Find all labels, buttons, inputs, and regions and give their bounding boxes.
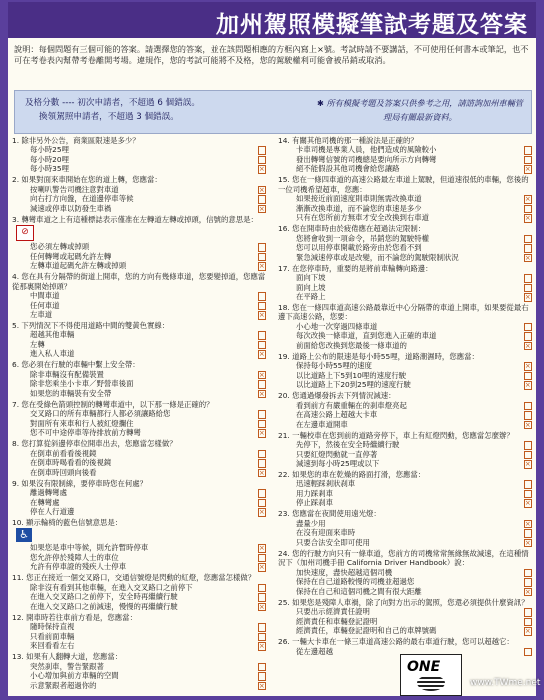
answer-option[interactable] xyxy=(278,440,532,450)
answer-option[interactable] xyxy=(12,409,266,419)
answer-option[interactable] xyxy=(278,498,532,508)
answer-text: 在左邊車道開車 xyxy=(296,419,348,429)
answer-text: 面向上坡 xyxy=(296,282,326,292)
publisher-logo xyxy=(400,654,462,696)
answer-text: 經濟責任和車輛登記證明 xyxy=(296,616,378,626)
question xyxy=(12,272,266,319)
question-text: 12. 開車時若往車前方看是，您應當： xyxy=(12,612,137,622)
answer-option[interactable] xyxy=(12,488,266,498)
answer-checkbox[interactable] xyxy=(524,146,533,155)
no-turn-sign-icon: ⊘ xyxy=(16,225,34,241)
question-text: 14. 有關其他司機的那一種說法是正確的？ xyxy=(278,136,418,145)
answer-checkbox[interactable]: × xyxy=(258,311,265,320)
answer-checkbox[interactable] xyxy=(258,380,267,389)
question xyxy=(278,175,532,222)
answer-checkbox[interactable] xyxy=(258,292,267,301)
answer-text: 緊急減速停車或是改變，而不論您的駕駛限制狀況 xyxy=(296,252,459,262)
answer-option[interactable] xyxy=(12,622,266,632)
answer-checkbox[interactable]: × xyxy=(524,460,531,469)
question-text: 21. 一輛校車在您到前的道路旁停下，車上有紅燈閃動，您應當怎麼辦？ xyxy=(278,430,514,440)
globe-icon xyxy=(417,675,445,691)
answer-option[interactable] xyxy=(278,292,532,302)
answer-checkbox[interactable] xyxy=(258,302,267,311)
answer-option[interactable] xyxy=(278,243,532,253)
answer-text: 隨時保持直視 xyxy=(30,622,75,632)
answer-option[interactable] xyxy=(12,185,266,195)
answer-text: 停在人行道邊 xyxy=(30,507,75,517)
answer-checkbox[interactable]: × xyxy=(258,468,265,477)
answer-text: 突然刹車，警告緊跟著 xyxy=(30,661,104,671)
question-text: 2. 如果對面來車開始在您的道上轉，您應當： xyxy=(12,175,162,185)
answer-text: 用力踩剎車 xyxy=(296,488,333,498)
question-text: 6. 您必須在行駛的車輛中繫上安全帶： xyxy=(12,360,140,370)
answer-text: 如果您是車中等候，則允許暫時停車 xyxy=(30,543,149,553)
answer-text: 除非沒有看到其他車輛，在進入交叉路口之前停下 xyxy=(30,582,193,592)
answer-checkbox[interactable]: × xyxy=(524,341,531,350)
answer-option[interactable] xyxy=(278,617,532,627)
answer-text: 您可以用停車開載於路旁由於您看不到 xyxy=(296,243,422,253)
answer-checkbox[interactable] xyxy=(524,569,533,578)
answer-option[interactable] xyxy=(278,145,532,155)
answer-checkbox[interactable] xyxy=(258,450,267,459)
answer-text: 左車道 xyxy=(30,310,53,320)
answer-text: 停止踩刹車 xyxy=(296,498,333,508)
answer-checkbox[interactable]: × xyxy=(258,563,265,572)
answer-text: 每次改換一條車道，直到您進入正確的車道 xyxy=(296,331,437,341)
answer-checkbox[interactable]: × xyxy=(258,389,265,398)
title-bar xyxy=(8,2,536,38)
answer-option[interactable] xyxy=(12,632,266,642)
answer-option[interactable] xyxy=(12,562,266,572)
exam-sheet xyxy=(8,2,541,696)
answer-text: 只要合法安全即可使用 xyxy=(296,537,370,547)
answer-checkbox[interactable]: × xyxy=(524,420,531,429)
answer-option[interactable] xyxy=(12,204,266,214)
answer-option[interactable] xyxy=(12,310,266,320)
answer-checkbox[interactable] xyxy=(258,663,267,672)
answer-checkbox[interactable]: × xyxy=(524,362,531,371)
answer-checkbox[interactable] xyxy=(258,584,267,593)
question-text: 8. 您打算從斜邊停車位開車出去，您應當怎樣做？ xyxy=(12,439,177,449)
answer-checkbox[interactable]: × xyxy=(258,262,265,271)
question xyxy=(278,391,532,429)
answer-checkbox[interactable] xyxy=(524,402,533,411)
answer-checkbox[interactable] xyxy=(258,341,267,350)
answer-option[interactable] xyxy=(12,389,266,399)
answer-checkbox[interactable] xyxy=(524,490,533,499)
answer-checkbox[interactable] xyxy=(524,274,533,283)
question xyxy=(12,479,266,517)
answer-option[interactable] xyxy=(12,543,266,553)
score-line-first: 初次申請者，不超過 6 個錯誤。 xyxy=(77,98,200,108)
answer-text: 任何車道 xyxy=(30,300,60,310)
answer-text: 小心地一次穿過四條車道 xyxy=(296,321,378,331)
question-text: 26. 一輛大卡車在一條三車道高速公路的最右車道行駛，您可以超越它： xyxy=(278,637,514,647)
answer-checkbox[interactable]: × xyxy=(524,519,531,528)
answer-text: 在平路上 xyxy=(296,292,326,302)
question-text: 10. 顯示輪椅的藍色信號意思是： xyxy=(12,518,123,528)
score-requirements: 及格分數 ---- 初次申請者，不超過 6 個錯誤。 換領駕照申請者，不超過 3 個錯誤。 xyxy=(25,98,200,122)
answer-checkbox[interactable] xyxy=(524,480,533,489)
question-text: 4. 您在具有分隔帶的街道上開車，您的方向有幾條車道，您要變掉道，您應當從那裏開始掉頭？ xyxy=(12,272,266,291)
answer-text: 超越其他車輛 xyxy=(30,330,75,340)
question-text: 18. 您在一條四車道高速公路最靠近中心分隔帶的車道上開車，如果要從最右邊下高速公路，您要： xyxy=(278,303,529,322)
answer-checkbox[interactable]: × xyxy=(258,370,265,379)
answer-checkbox[interactable]: × xyxy=(258,185,265,194)
answer-option[interactable] xyxy=(278,489,532,499)
answer-option[interactable] xyxy=(12,379,266,389)
answer-option[interactable] xyxy=(12,641,266,651)
answer-option[interactable] xyxy=(278,479,532,489)
answer-checkbox[interactable] xyxy=(258,633,267,642)
answer-checkbox[interactable]: × xyxy=(524,214,531,223)
answer-checkbox[interactable]: × xyxy=(258,508,265,517)
answer-text: 只要出示經濟責任證明 xyxy=(296,607,370,617)
answer-option[interactable] xyxy=(12,370,266,380)
answer-checkbox[interactable] xyxy=(524,323,533,332)
question xyxy=(278,598,532,636)
answer-checkbox[interactable]: × xyxy=(258,165,265,174)
answer-option[interactable] xyxy=(12,145,266,155)
answer-checkbox[interactable]: × xyxy=(524,165,531,174)
answer-text: 示意緊跟者超過你的 xyxy=(30,680,97,690)
answer-text: 左轉車道起碼允許左轉或掉頭 xyxy=(30,261,127,271)
answer-checkbox[interactable] xyxy=(524,244,533,253)
answer-text: 如果接近前面速度則車則無需改換車道 xyxy=(296,194,422,204)
question-text: 7. 您在受綠色箭頭控制的轉彎車道中，以下那一條是正確的？ xyxy=(12,399,214,409)
answer-option[interactable] xyxy=(278,204,532,214)
question xyxy=(12,652,266,690)
answer-text: 保持每小時55哩的速度 xyxy=(296,361,372,371)
question xyxy=(278,303,532,350)
answer-text: 對面所有來車和行人被紅燈攔住 xyxy=(30,418,134,428)
answer-text: 先停下，然後在安全時繼續行駛 xyxy=(296,440,400,450)
answer-text: 除非車輛沒有配備裝置 xyxy=(30,369,104,379)
answer-text: 您將會收到一項命令，吊銷您的駕駛特權 xyxy=(296,233,430,243)
answer-checkbox[interactable] xyxy=(258,554,267,563)
answer-checkbox[interactable] xyxy=(524,411,533,420)
score-line-renewal: 換領駕照申請者，不超過 3 個錯誤。 xyxy=(39,112,179,122)
answer-text: 在進入交叉路口之前停下，安全時再繼續行駛 xyxy=(30,592,178,602)
answer-option[interactable] xyxy=(12,194,266,204)
question-text: 15. 您在一條四車道的高速公路最左車道上駕駛，但道速很低的車輛，您後的一位司機希望超車，您應： xyxy=(278,175,529,194)
answer-option[interactable] xyxy=(12,330,266,340)
question-text: 5. 下列情況下不得使用道路中間的雙黃色實線： xyxy=(12,321,170,331)
reference-note: ✱ 所有模擬考題及答案只供參考之用，請諮詢加州車輛管理局有關最新資料。 xyxy=(317,98,523,122)
answer-option[interactable] xyxy=(278,607,532,617)
answer-text: 絕不能假設其他司機會給您讓路 xyxy=(296,164,400,174)
watermark: www.TWme.net xyxy=(470,678,541,688)
answer-text: 從左邊超越 xyxy=(296,646,333,656)
answer-text: 您必須左轉或掉頭 xyxy=(30,242,90,252)
answer-checkbox[interactable] xyxy=(258,331,267,340)
question xyxy=(12,573,266,611)
answer-text: 向右打方向盤，在道邊停車等候 xyxy=(30,194,134,204)
answer-text: 減速到每小時25哩或以下 xyxy=(296,459,380,469)
question-text: 19. 道路上公布的限速是每小時55哩，道路潮濕時，您應當： xyxy=(278,351,479,361)
answer-text: 只要紅燈閃動就一直停著 xyxy=(296,449,378,459)
wheelchair-icon: ♿ xyxy=(16,528,32,542)
answer-option[interactable] xyxy=(278,253,532,263)
answer-checkbox[interactable] xyxy=(258,499,267,508)
answer-checkbox[interactable] xyxy=(524,648,533,657)
answer-text: 盡量少用 xyxy=(296,518,326,528)
answer-option[interactable] xyxy=(12,155,266,165)
answer-option[interactable] xyxy=(12,428,266,438)
page-title: 加州駕照模擬筆試考題及答案 xyxy=(216,12,528,38)
answer-option[interactable] xyxy=(12,662,266,672)
answer-text: 您允許停於殘障人士的車位 xyxy=(30,552,119,562)
answer-option[interactable] xyxy=(12,291,266,301)
answer-checkbox[interactable]: × xyxy=(258,681,265,690)
answer-checkbox[interactable] xyxy=(258,489,267,498)
answer-option[interactable] xyxy=(12,449,266,459)
answer-text: 迅速輕踩剎狀刹車 xyxy=(296,479,356,489)
answer-text: 前面給您改換到您最後一條車道的 xyxy=(296,340,407,350)
question-text: 3. 轉彎車道之上有這種標誌表示僅准在左轉道左轉或掉頭，信號的意思是： xyxy=(12,214,258,224)
answer-text: 以比道路上下20到25哩的速度行駛 xyxy=(296,380,411,390)
answer-checkbox[interactable]: × xyxy=(524,587,531,596)
answer-text: 在沒有迎面來車時 xyxy=(296,528,356,538)
answer-checkbox[interactable] xyxy=(258,623,267,632)
question-text: 20. 您通過爆發拆去下列情況減速： xyxy=(278,391,396,401)
answer-text: 經濟責任，車輛登記證明和自己的車牌號碼 xyxy=(296,626,437,636)
answer-text: 除非您乘坐小卡車／野營車後面 xyxy=(30,379,134,389)
answer-text: 在高速公路上超越大卡車 xyxy=(296,410,378,420)
answer-option[interactable] xyxy=(12,681,266,691)
answer-option[interactable] xyxy=(12,468,266,478)
answer-text: 任何轉彎或起碼允許左轉 xyxy=(30,251,112,261)
answer-option[interactable] xyxy=(12,340,266,350)
answer-checkbox[interactable] xyxy=(258,146,267,155)
answer-option[interactable] xyxy=(278,341,532,351)
answer-checkbox[interactable] xyxy=(258,195,267,204)
answer-text: 以比道路上下5到10哩的速度行駛 xyxy=(296,370,407,380)
answer-text: 保持在自己道路較慢的司機並超過您 xyxy=(296,577,415,587)
answer-text: 只有在您所前方無車才安全改換到右車道 xyxy=(296,213,430,223)
answer-checkbox[interactable] xyxy=(524,529,533,538)
answer-text: 來回看看左右 xyxy=(30,641,75,651)
answer-option[interactable] xyxy=(12,419,266,429)
answer-option[interactable] xyxy=(278,528,532,538)
question xyxy=(12,175,266,213)
answer-text: 中間車道 xyxy=(30,291,60,301)
logo-text: ONE xyxy=(407,659,441,675)
answer-text: 漸漸改換車道，而不論您的車速是多少 xyxy=(296,203,422,213)
question-text: 24. 您的行駛方向只有一條車道，您前方的司機常常無緣無故減速，在這種情況下（加州司機手冊 California Driver Handbook）說： xyxy=(278,548,529,568)
question-text: 9. 如果沒有限制線，要停車時您在何處？ xyxy=(12,478,148,488)
answer-option[interactable] xyxy=(278,283,532,293)
passing-score-box xyxy=(14,90,532,134)
answer-option[interactable] xyxy=(278,273,532,283)
answer-checkbox[interactable]: × xyxy=(524,195,531,204)
answer-text: 只看前面車輛 xyxy=(30,631,75,641)
answer-option[interactable] xyxy=(278,194,532,204)
answer-option[interactable] xyxy=(278,322,532,332)
question xyxy=(12,215,266,271)
answer-checkbox[interactable]: × xyxy=(258,204,265,213)
answer-text: 面向下坡 xyxy=(296,273,326,283)
answer-checkbox[interactable]: × xyxy=(524,381,531,390)
answer-checkbox[interactable] xyxy=(258,243,267,252)
answer-text: 在轉彎處 xyxy=(30,497,60,507)
answer-option[interactable] xyxy=(278,234,532,244)
answer-option[interactable] xyxy=(278,401,532,411)
answer-text: 交叉路口的所有車輛都行人都必須讓路給您 xyxy=(30,409,171,419)
question xyxy=(278,352,532,390)
answer-checkbox[interactable] xyxy=(524,332,533,341)
answer-text: 在倒車時喝看看的後視鏡 xyxy=(30,458,112,468)
answer-option[interactable] xyxy=(12,458,266,468)
answer-option[interactable] xyxy=(12,592,266,602)
answer-option[interactable] xyxy=(278,626,532,636)
question-text: 16. 您在開車時由於疲倦應在超過法定限制： xyxy=(278,224,426,234)
answer-text: 卡車司機是專業人員，他們造成的風險較小 xyxy=(296,145,437,155)
answer-checkbox[interactable]: × xyxy=(524,499,531,508)
question xyxy=(278,224,532,262)
answer-option[interactable] xyxy=(12,507,266,517)
answer-checkbox[interactable]: × xyxy=(258,602,265,611)
answer-option[interactable] xyxy=(278,164,532,174)
answer-text: 小心增加與前方車輛的空間 xyxy=(30,671,119,681)
question-text: 13. 如果有人翻轉大道，您應當： xyxy=(12,652,123,662)
question xyxy=(12,518,266,572)
question-text: 11. 您正在接近一個交叉路口，交通信號燈是閃動的紅燈，您應當怎樣做？ xyxy=(12,573,256,583)
answer-text: 在倒車時回頭向後看 xyxy=(30,467,97,477)
answer-text: 每小時25哩 xyxy=(30,145,69,155)
question-text: 23. 您應當在夜間使用遠光燈： xyxy=(278,509,381,519)
question xyxy=(12,360,266,398)
answer-checkbox[interactable] xyxy=(524,372,533,381)
answer-option[interactable] xyxy=(12,602,266,612)
answer-text: 看到前方有嚴重輛在的刹車燈亮起 xyxy=(296,400,407,410)
answer-option[interactable] xyxy=(278,155,532,165)
answer-option[interactable] xyxy=(278,361,532,371)
score-label: 及格分數 xyxy=(25,98,60,108)
answer-checkbox[interactable] xyxy=(258,156,267,165)
answer-checkbox[interactable] xyxy=(258,672,267,681)
answer-checkbox[interactable] xyxy=(524,578,533,587)
answer-text: 您不可中途停車等待排放前方轉彎 xyxy=(30,428,141,438)
question xyxy=(278,431,532,469)
questions-left-column xyxy=(12,136,266,692)
answer-checkbox[interactable] xyxy=(258,459,267,468)
answer-checkbox[interactable] xyxy=(524,235,533,244)
answer-option[interactable] xyxy=(278,577,532,587)
answer-option[interactable] xyxy=(278,568,532,578)
answer-option[interactable] xyxy=(12,261,266,271)
answer-option[interactable] xyxy=(12,498,266,508)
answer-text: 左轉 xyxy=(30,339,45,349)
question-text: 25. 如果您是殘障人車禍，除了向對方出示的駕照，您還必須提供什麼資訊？ xyxy=(278,597,529,607)
answer-checkbox[interactable] xyxy=(524,284,533,293)
answer-option[interactable] xyxy=(278,371,532,381)
answer-checkbox[interactable]: × xyxy=(258,642,265,651)
answer-text: 在進入交叉路口之前減速，慢慢的再繼續行駛 xyxy=(30,601,178,611)
answer-text: 每小時20哩 xyxy=(30,154,69,164)
question-text: 1. 除非另外公告，商業區限速是多少？ xyxy=(12,136,140,145)
answer-option[interactable] xyxy=(12,242,266,252)
answer-checkbox[interactable]: × xyxy=(258,350,265,359)
answer-option[interactable] xyxy=(278,410,532,420)
answer-option[interactable] xyxy=(278,213,532,223)
answer-checkbox[interactable]: × xyxy=(258,544,265,553)
answer-text: 保持在自己和這個司機之間有很大距離 xyxy=(296,586,422,596)
answer-checkbox[interactable] xyxy=(524,618,533,627)
answer-option[interactable] xyxy=(278,420,532,430)
answer-option[interactable] xyxy=(12,164,266,174)
question-text: 17. 在您停車時，重要的是將前車輪轉向路邊： xyxy=(278,263,433,273)
answer-text: 進入私人車道 xyxy=(30,349,75,359)
answer-option[interactable] xyxy=(278,380,532,390)
answer-option[interactable] xyxy=(278,519,532,529)
answer-text: 允許有停車證的殘疾人士停車 xyxy=(30,562,127,572)
answer-option[interactable] xyxy=(12,252,266,262)
answer-option[interactable] xyxy=(278,538,532,548)
answer-checkbox[interactable] xyxy=(524,441,533,450)
question xyxy=(278,549,532,596)
answer-option[interactable] xyxy=(278,450,532,460)
question xyxy=(12,613,266,651)
answer-option[interactable] xyxy=(12,349,266,359)
answer-checkbox[interactable]: × xyxy=(524,538,531,547)
answer-checkbox[interactable]: × xyxy=(524,627,531,636)
answer-text: 離過轉彎處 xyxy=(30,488,67,498)
answer-checkbox[interactable] xyxy=(524,156,533,165)
answer-checkbox[interactable] xyxy=(258,593,267,602)
answer-option[interactable] xyxy=(278,331,532,341)
answer-checkbox[interactable]: × xyxy=(258,429,265,438)
answer-text: 每小時35哩 xyxy=(30,164,69,174)
question xyxy=(12,439,266,477)
answer-text: 減速或停車以防發生車禍 xyxy=(30,203,112,213)
questions-right-column xyxy=(278,136,532,658)
answer-checkbox[interactable] xyxy=(258,410,267,419)
answer-text: 在倒車前看看後視鏡 xyxy=(30,448,97,458)
answer-checkbox[interactable] xyxy=(524,451,533,460)
answer-option[interactable] xyxy=(12,553,266,563)
answer-text: 按喇叭警告司機注意對車道 xyxy=(30,184,119,194)
question xyxy=(12,321,266,359)
answer-checkbox[interactable] xyxy=(524,608,533,617)
question xyxy=(278,509,532,547)
answer-option[interactable] xyxy=(12,301,266,311)
question xyxy=(12,136,266,174)
answer-option[interactable] xyxy=(278,587,532,597)
answer-text: 如果您的車輛裝有安全帶 xyxy=(30,388,112,398)
answer-checkbox[interactable] xyxy=(258,420,267,429)
question xyxy=(278,264,532,302)
answer-text: 發出轉彎信號的司機總是要向所示方向轉彎 xyxy=(296,154,437,164)
answer-option[interactable] xyxy=(278,459,532,469)
question xyxy=(12,400,266,438)
question xyxy=(278,136,532,174)
question xyxy=(278,470,532,508)
instructions: 說明：每個問題有三個可能的答案。請選擇您的答案，並在該問題相應的方框內寫上×號。考試時請不要講話，不可使用任何書本或筆記，也不可在考卷表內幫帶考卷離開考場。違規作，您的考試可能將不及格，您的駕駛權利可能會被吊銷或取消。 xyxy=(14,44,529,65)
answer-option[interactable] xyxy=(12,583,266,593)
answer-checkbox[interactable]: × xyxy=(524,253,531,262)
answer-checkbox[interactable]: × xyxy=(524,293,531,302)
answer-text: 加快速度，盡快超越這個司機 xyxy=(296,567,393,577)
answer-option[interactable] xyxy=(12,671,266,681)
question-text: 22. 如果您的車在乾燥的路面打滑，您應當： xyxy=(278,470,426,480)
answer-checkbox[interactable] xyxy=(524,205,533,214)
answer-checkbox[interactable] xyxy=(258,253,267,262)
